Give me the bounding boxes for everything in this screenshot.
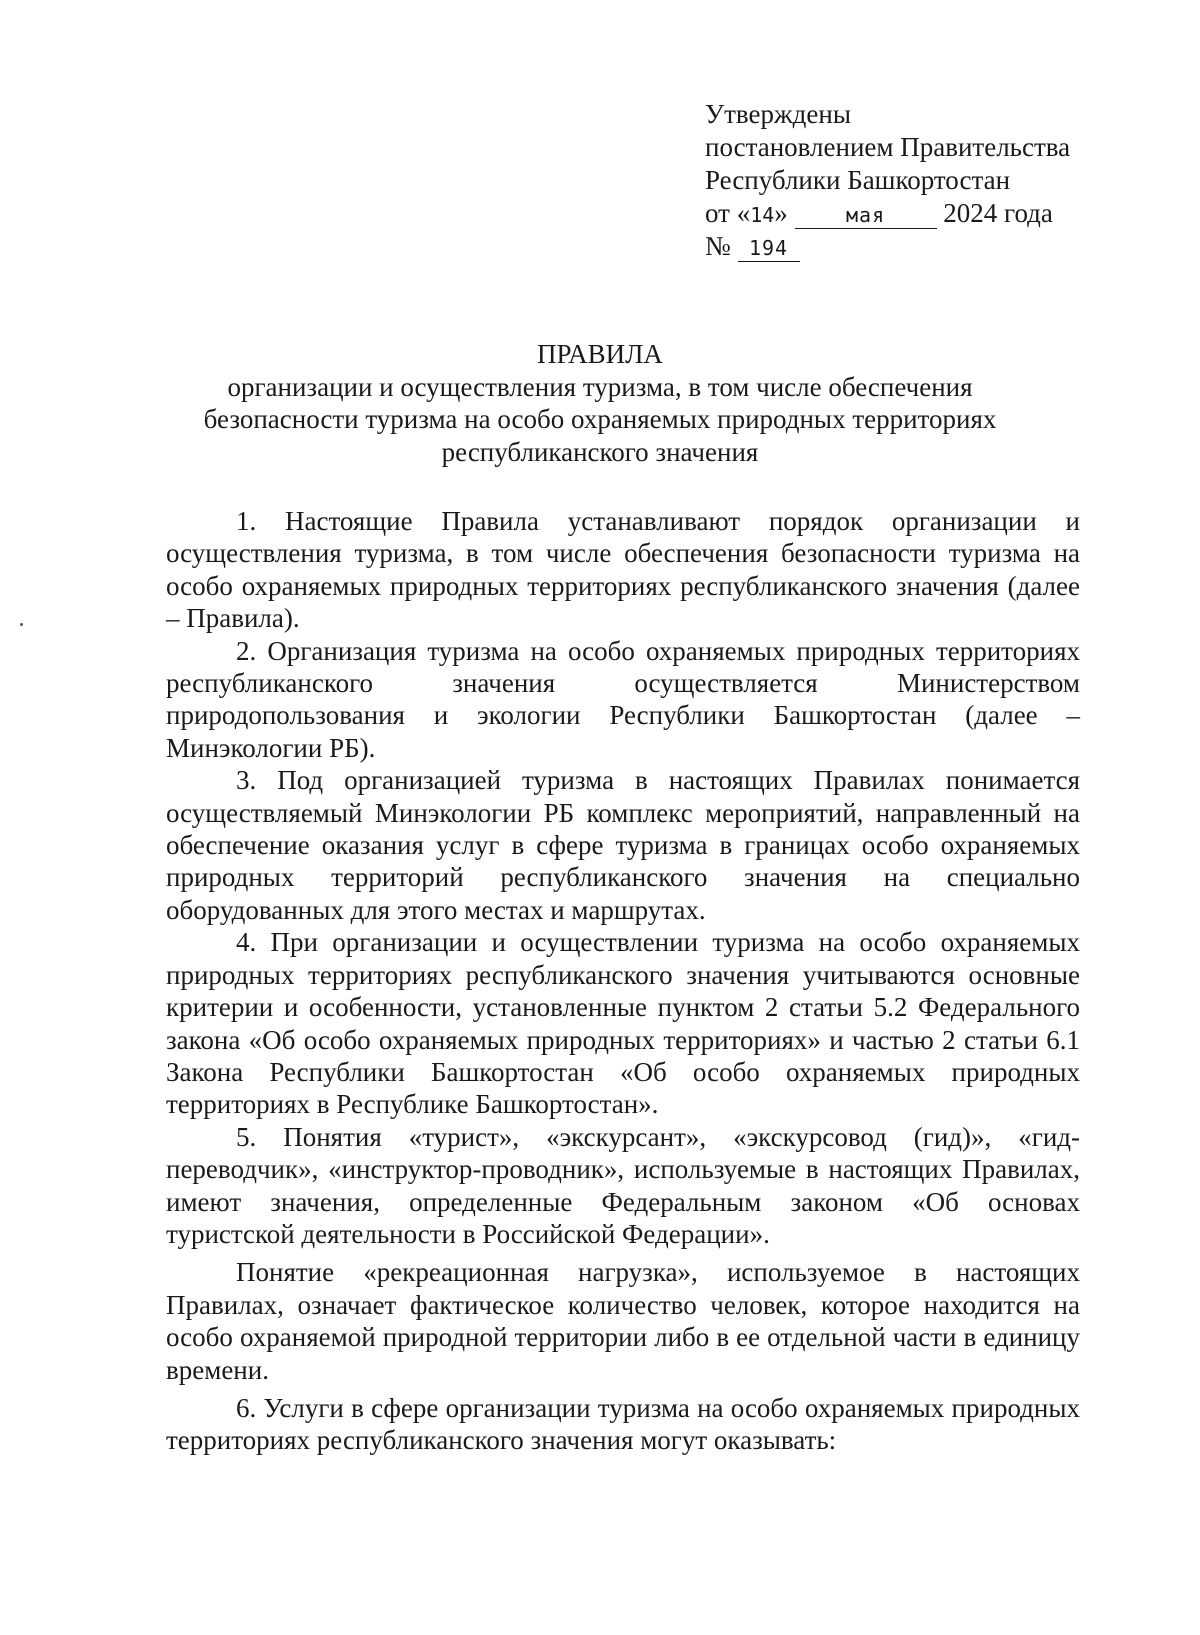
date-prefix: от « [705, 198, 751, 228]
document-title [150, 338, 1050, 468]
number-prefix: № [705, 231, 731, 261]
approval-number-line [705, 230, 1070, 263]
paragraph-4: 4. При организации и осуществлении туризма на особо охраняемых природных территориях республиканского значения учитываются основные критерии и особенности, установленные пунктом 2 статьи 5.2 Федерального закона «Об особо охраняемых природных территориях» и частью 2 статьи 6.1 Закона Республики Башкортостан «Об особо охраняемых природных территориях в Республике Башкортостан». [166, 927, 1080, 1120]
paragraph-3: 3. Под организацией туризма в настоящих Правилах понимается осуществляемый Минэкологии РБ комплекс мероприятий, направленный на обеспечение оказания услуг в сфере туризма в границах особо охраняемых природных территорий республиканского значения на специально оборудованных для этого местах и маршрутах. [166, 765, 1080, 925]
approval-block [705, 98, 1070, 263]
paragraph-6: 6. Услуги в сфере организации туризма на особо охраняемых природных территориях республиканского значения могут оказывать: [166, 1392, 1080, 1456]
title-line-3: республиканского значения [441, 436, 759, 467]
document-body [166, 505, 1080, 1457]
paragraph-2: 2. Организация туризма на особо охраняемых природных территориях республиканского значения осуществляется Министерством природопользования и экологии Республики Башкортостан (далее – Минэкологии РБ). [166, 635, 1080, 763]
approval-line-2: постановлением Правительства [705, 132, 1071, 162]
title-line-1: организации и осуществления туризма, в том числе обеспечения [227, 371, 973, 402]
date-mid: » [774, 198, 788, 228]
paragraph-5-note: Понятие «рекреационная нагрузка», используемое в настоящих Правилах, означает фактическое количество человек, которое находится на особо охраняемой природной территории либо в ее отдельной части в единицу времени. [166, 1257, 1080, 1385]
date-day: 14 [750, 203, 775, 227]
approval-line-3: Республики Башкортостан [705, 165, 1011, 195]
date-year: 2024 года [943, 198, 1053, 228]
date-month: мая [795, 202, 937, 229]
scan-speck [20, 623, 23, 626]
approval-date-line [705, 197, 1070, 230]
approval-line-1: Утверждены [705, 99, 851, 129]
title-line-2: безопасности туризма на особо охраняемых природных территориях [203, 404, 997, 434]
paragraph-5: 5. Понятия «турист», «экскурсант», «экскурсовод (гид)», «гид-переводчик», «инструктор-проводник», используемые в настоящих Правилах, имеют значения, определенные Федеральным законом «Об основах туристской деятельности в Российской Федерации». [166, 1121, 1080, 1249]
number-value: 194 [738, 235, 800, 262]
title-heading: ПРАВИЛА [537, 339, 663, 369]
paragraph-1: 1. Настоящие Правила устанавливают порядок организации и осуществления туризма, в том числе обеспечения безопасности туризма на особо охраняемых природных территориях республиканского значения (далее – Правила). [166, 506, 1080, 634]
